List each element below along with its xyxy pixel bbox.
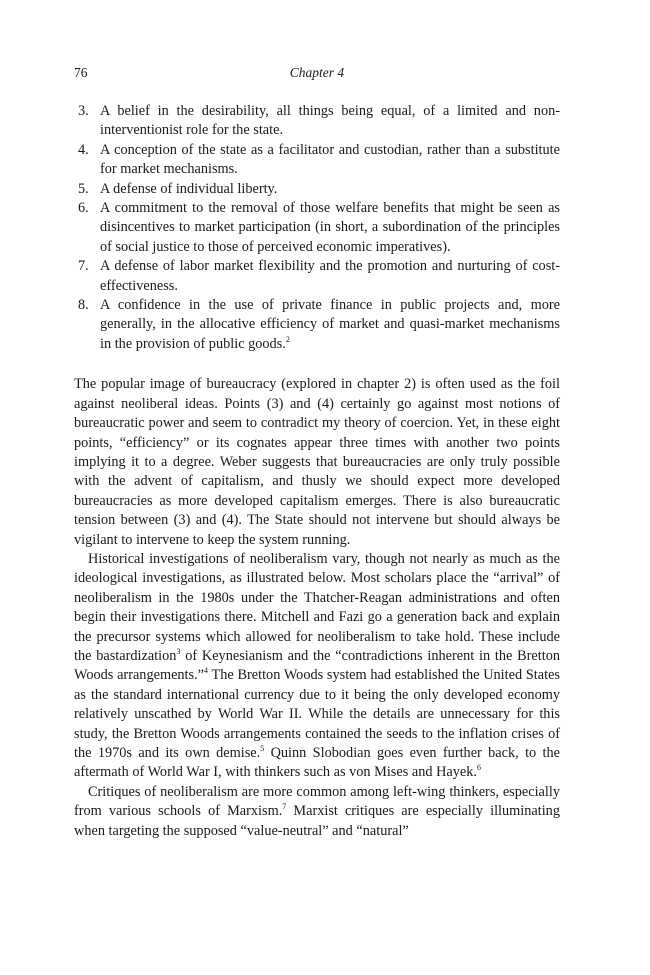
list-item xyxy=(74,141,560,180)
list-item-number: 5. xyxy=(78,180,89,197)
paragraph xyxy=(74,375,560,550)
list-item xyxy=(74,199,560,257)
list-item xyxy=(74,296,560,354)
numbered-list xyxy=(74,102,560,354)
list-item-text: A confidence in the use of private finance in public projects and, more generally, in the allocative efficiency of market and quasi-market mechanisms in the provision of public goods. xyxy=(100,297,560,352)
list-item-text: A defense of individual liberty. xyxy=(100,180,278,197)
paragraph-text: of Keynesianism and the “contradictions inherent in the Bretton Woods arrangements.” xyxy=(74,647,561,684)
list-item xyxy=(74,102,560,141)
paragraph-text: The popular image of bureaucracy (explored in chapter 2) is often used as the foil against neoliberal ideas. Points (3) and (4) certainly go against most notions of bureaucratic power and seem to contradict my theory of coercion. Yet, in these eight points, “efficiency” or its cognates appear three times with another two points implying it to a degree. Weber suggests that bureaucracies are only truly possible with the advent of capitalism, and thusly we should expect more developed bureaucracies as more developed capitalism emerges. There is also bureaucratic tension between (3) and (4). The State should not intervene but should always be vigilant to intervene to keep the system running. xyxy=(74,376,560,548)
paragraph xyxy=(74,550,560,783)
list-item-text: A belief in the desirability, all things being equal, of a limited and non-interventionist role for the state. xyxy=(100,103,560,139)
footnote-ref: 6 xyxy=(476,763,481,773)
footnote-ref: 4 xyxy=(204,666,209,676)
list-item-number: 8. xyxy=(78,297,89,314)
page-number: 76 xyxy=(74,65,88,80)
paragraph-text: Quinn Slobodian goes even further back, to the aftermath of World War I, with thinkers such as von Mises and Hayek. xyxy=(74,745,561,781)
list-item-number: 4. xyxy=(78,141,89,158)
chapter-title: Chapter 4 xyxy=(289,65,345,80)
footnote-ref: 3 xyxy=(176,646,181,656)
paragraph-text: Critiques of neoliberalism are more common among left-wing thinkers, especially from various schools of Marxism. xyxy=(74,783,560,820)
list-item-number: 6. xyxy=(78,200,89,217)
footnote-ref: 2 xyxy=(285,334,290,344)
list-item-number: 7. xyxy=(78,258,89,275)
list-item xyxy=(74,257,560,296)
list-item-text: A commitment to the removal of those welfare benefits that might be seen as disincentives to market participation (in short, a subordination of the principles of social justice to those of perceived economic imperatives). xyxy=(100,200,560,255)
list-item-number: 3. xyxy=(78,103,89,119)
list-item xyxy=(74,180,560,199)
body-text xyxy=(74,375,560,841)
paragraph xyxy=(74,783,560,841)
paragraph-text: The Bretton Woods system had established the United States as the standard international currency due to it being the only developed economy relatively unscathed by World War II. While the details are unnecessary for this study, the Bretton Woods arrangements contained the seeds to the inflation crises of the 1970s and its own demise. xyxy=(74,667,560,761)
footnote-ref: 5 xyxy=(260,744,265,753)
paragraph-text: Historical investigations of neoliberalism vary, though not nearly as much as the ideological investigations, as illustrated below. Most scholars place the “arrival” of neoliberalism in the 1980s under the Thatcher-Reagan administrations and often begin their investigations there. Mitchell and Fazi go a generation back and explain the precursor systems which allowed for neoliberalism to take hold. These include the bastardization xyxy=(74,550,560,664)
paragraph-text: Marxist critiques are especially illuminating when targeting the supposed “value-neutral” and “natural” xyxy=(74,803,560,839)
list-item-text: A conception of the state as a facilitator and custodian, rather than a substitute for market mechanisms. xyxy=(100,141,560,178)
footnote-ref: 7 xyxy=(282,802,287,812)
running-head xyxy=(74,64,560,86)
book-page xyxy=(74,64,560,841)
list-item-text: A defense of labor market flexibility and the promotion and nurturing of cost-effectiveness. xyxy=(100,258,560,294)
